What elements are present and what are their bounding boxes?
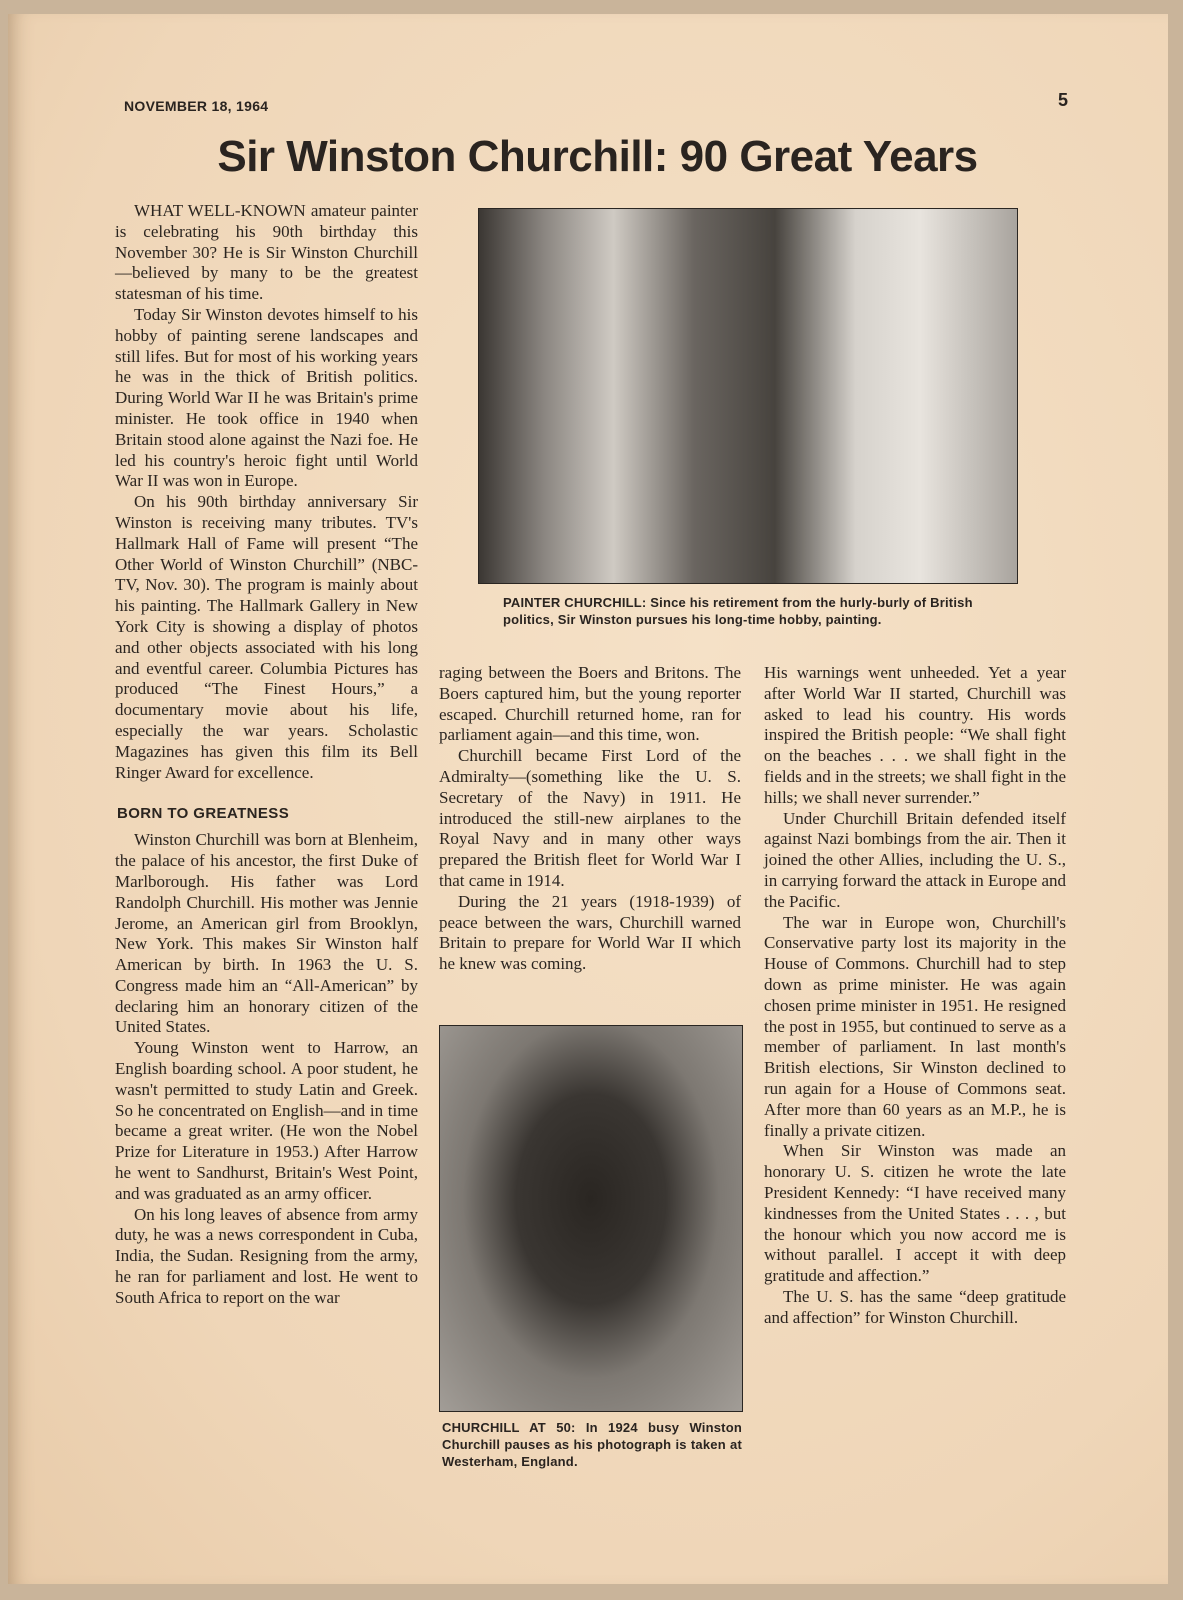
paragraph: His warnings went unheeded. Yet a year after World War II started, Churchill was asked to lead his country. His words inspired the British people: “We shall fight on the beaches . . . we shall fight in the fields and in the streets; we shall fight in the hills; we shall never surrender.” xyxy=(764,663,1066,807)
subheading: BORN TO GREATNESS xyxy=(117,805,290,823)
paragraph: The war in Europe won, Churchill's Conservative party lost its majority in the House of Commons. Churchill had to step down as prime minister. He was again chosen prime minister in 1951. He resigned the post in 1955, but continued to serve as a member of parliament. In last month's British elections, Sir Winston declined to run again for a House of Commons seat. After more than 60 years as an M.P., he is finally a private citizen. xyxy=(764,912,1066,1140)
page-number: 5 xyxy=(1058,90,1069,110)
photo-caption: CHURCHILL AT 50: In 1924 busy Winston Churchill pauses as his photograph is taken at Westerham, England. xyxy=(442,1420,742,1469)
article-column-3 xyxy=(764,663,1066,1329)
paragraph: The U. S. has the same “deep gratitude and affection” for Winston Churchill. xyxy=(764,1286,1066,1327)
issue-date: NOVEMBER 18, 1964 xyxy=(124,98,269,114)
photo-churchill-painting xyxy=(478,208,1018,584)
paragraph: WHAT WELL-KNOWN amateur painter is celebrating his 90th birthday this November 30? He is Sir Winston Churchill—believed by many to be the greatest statesman of his time. xyxy=(115,201,418,304)
article-column-1 xyxy=(115,201,418,1309)
photo-caption: PAINTER CHURCHILL: Since his retirement from the hurly-burly of British politics, Sir Winston pursues his long-time hobby, painting. xyxy=(503,595,973,627)
photo-churchill-at-50 xyxy=(439,1025,743,1412)
paragraph: When Sir Winston was made an honorary U. S. citizen he wrote the late President Kennedy: “I have received many kindnesses from the United States . . . , but the honour which you now accord me is without parallel. I accept it with deep gratitude and affection.” xyxy=(764,1141,1066,1286)
paragraph: On his long leaves of absence from army duty, he was a news correspondent in Cuba, India, the Sudan. Resigning from the army, he ran for parliament and lost. He went to South Africa to report on the war xyxy=(115,1204,418,1307)
article-column-2 xyxy=(439,663,741,975)
paragraph: Today Sir Winston devotes himself to his hobby of painting serene landscapes and still lifes. But for most of his working years he was in the thick of British politics. During World War II he was Britain's prime minister. He took office in 1940 when Britain stood alone against the Nazi foe. He led his country's heroic fight until World War II was won in Europe. xyxy=(115,304,418,491)
paragraph: raging between the Boers and Britons. The Boers captured him, but the young reporter escaped. Churchill returned home, ran for parliament again—and this time, won. xyxy=(439,663,741,745)
paragraph: On his 90th birthday anniversary Sir Winston is receiving many tributes. TV's Hallmark Hall of Fame will present “The Other World of Winston Churchill” (NBC-TV, Nov. 30). The program is mainly about his painting. The Hallmark Gallery in New York City is showing a display of photos and other objects associated with his long and eventful career. Columbia Pictures has produced “The Finest Hours,” a documentary movie about his life, especially the war years. Scholastic Magazines has given this film its Bell Ringer Award for excellence. xyxy=(115,492,418,782)
article-title: Sir Winston Churchill: 90 Great Years xyxy=(217,132,978,181)
paragraph: Winston Churchill was born at Blenheim, the palace of his ancestor, the first Duke of Marlborough. His father was Lord Randolph Churchill. His mother was Jennie Jerome, an American girl from Brooklyn, New York. This makes Sir Winston half American by birth. In 1963 the U. S. Congress made him an “All-American” by declaring him an honorary citizen of the United States. xyxy=(115,830,418,1037)
paragraph: Young Winston went to Harrow, an English boarding school. A poor student, he wasn't permitted to study Latin and Greek. So he concentrated on English—and in time became a great writer. (He won the Nobel Prize for Literature in 1953.) After Harrow he went to Sandhurst, Britain's West Point, and was graduated as an army officer. xyxy=(115,1038,418,1203)
paragraph: During the 21 years (1918-1939) of peace between the wars, Churchill warned Britain to prepare for World War II which he knew was coming. xyxy=(439,891,741,974)
paragraph: Churchill became First Lord of the Admiralty—(something like the U. S. Secretary of the Navy) in 1911. He introduced the still-new airplanes to the Royal Navy and in many other ways prepared the British fleet for World War I that came in 1914. xyxy=(439,746,741,890)
paragraph: Under Churchill Britain defended itself against Nazi bombings from the air. Then it joined the other Allies, including the U. S., in carrying forward the attack in Europe and the Pacific. xyxy=(764,808,1066,911)
